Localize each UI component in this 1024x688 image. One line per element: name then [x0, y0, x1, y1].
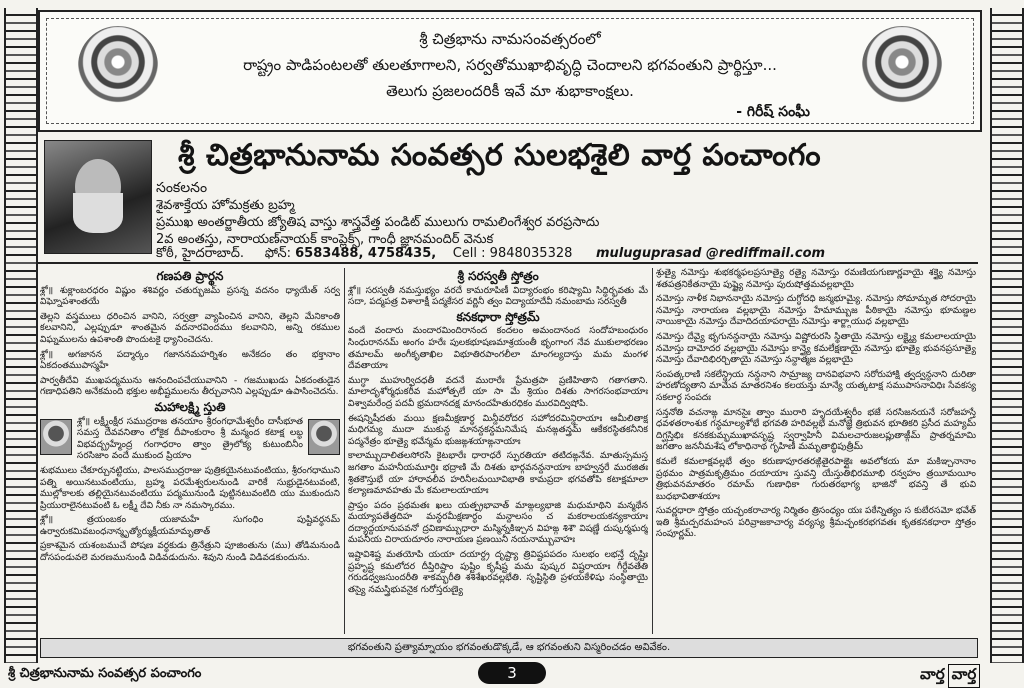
- vaartha-logo: [920, 664, 980, 688]
- page-number: 3: [478, 662, 546, 684]
- phone-label: ఫోన్:: [264, 246, 291, 261]
- column-kanakadhara-continued: [656, 268, 976, 636]
- lakshmi-idol-right-icon: [308, 419, 340, 455]
- meaning-ganapati-1: తెల్లని వస్త్రములు ధరించిన వానిని, సర్వత్రా వ్యాపించిన వానిని, తెల్లని మేనికాంతి కలవానిని, ఎల్లప్పుడూ శాంతమైన వదనారవిందము కలవానిని, అన్ని రకముల విఘ్నములను ఉపశాంతి పొందుటకై ధ్యానించెదను.: [40, 311, 340, 345]
- shloka-saraswati: శ్లో॥ సరస్వతీ నమస్తుభ్యం వరదే కామరూపిణీ విద్యారంభం కరిష్యామి సిద్ధిర్భవతు మే సదా, పద్మపత్ర విశాలాక్షీ పద్మకేసర వర్ణినీ త్వం విద్యాయాదేవీ నమంబామ సరస్వతీ: [348, 285, 648, 308]
- kanakadhara-verse-2: ముగ్ధా ముహుర్విదధతీ వదనే మురారేః ప్రేమత్రపా ప్రణిహితాని గతాగతాని. మాలాదృశోర్మధుకరీవ మహోత్పలే యా సా మే శ్రియం దిశతు సాగరసంభవాయాః విశ్వామరేంద్ర పదవీ భ్రమదానదక్ష మానందహేతురధికం మురవిద్విషోపి.: [348, 375, 648, 409]
- kanakadhara-verse-10: సంపత్కరాణి సకలేన్ద్రియ నన్దనాని సామ్రాజ్య దానవిభవాని సరోరుహాక్షి త్వద్వన్దనాని దురితా హరణోద్యతాని మామేవ మాతరనిశం కలయన్తు మాన్యే యత్కటాక్ష సముపాసనావిధిః సేవకస్య సకలార్థ సంపదః: [656, 369, 976, 403]
- deity-idol-left-icon: [40, 419, 72, 455]
- meaning-lakshmi: శుభములు చేకూర్చునట్టియు, పాలసముద్రరాజు పుత్రికయైనటువంటియు, శ్రీరంగధాముని పత్ని అయినటువంటియు, బ్రహ్మ పరమేశ్వరులనుండి వారికే సుభ్రుడైనటువంటి, ముల్లోకాలకు తల్లియైనటువంటియు పద్మమునుండి పుట్టినటువంటిది యు ముకుందుని ప్రియురాలైనటువంటి ఓ లక్ష్మీ దేవి నీకు నా నమస్కారము.: [40, 465, 340, 511]
- right-decorative-border: [990, 8, 1024, 663]
- city: కోఠీ, హైదరాబాద్.: [156, 246, 245, 261]
- banner-line-2: రాష్ట్రం పాడిపంటలతో తులతూగాలని, సర్వతోముఖాభివృద్ధి చెందాలని భగవంతుని ప్రార్థిస్తూ...: [243, 56, 777, 74]
- compiler-line-2: ప్రముఖ అంతర్జాతీయ జ్యోతిష వాస్తు శాస్త్రవేత్త పండిట్ ములుగు రామలింగేశ్వర వరప్రసాదు: [156, 215, 600, 230]
- column-divider-2: [652, 268, 653, 634]
- heading-kanakadhara-stotram: కనకధారా స్తోత్రమ్: [456, 309, 540, 324]
- kanakadhara-verse-4: కాలామ్బుదాలితలసోరసి కైటభారేః ధారాధరే స్ఫురతియా తటిదఙ్గనేవ. మాతుస్సమస్త జగతాం మహనీయమూర్తిః భద్రాణి మే దిశతు భార్గవనన్దనాయాః బాహ్వన్తరే మురజితః శ్రితకౌస్తుభే యా హారావలీవ హరినీలమయీవిభాతి కామప్రదా భగవతోపి కటాక్షమాలా కల్యాణమావహతు మే కమలాలయాయాః: [348, 451, 648, 497]
- meaning-mrityunjaya: ప్రకాశమైన యశంబముచే పోషణ వర్ధకుడు త్రినేత్రుని పూజింతును (ము) తోడిమనుండి దోసపండువలె మరణమునుండి విడివడుదును. శివుని నుండి విడివడకుందును.: [40, 541, 340, 564]
- compiler-block: [156, 180, 599, 248]
- bottom-notice-strip: భగవంతుని ప్రత్యామ్నాయం భగవంతుడొక్కడే, ఆ భగవంతుని విస్మరించడం అవివేకం.: [40, 638, 978, 658]
- page-title: శ్రీ చిత్రభానునామ సంవత్సర సులభశైలి వార్త పంచాంగం: [178, 138, 822, 173]
- kanakadhara-verse-1: వందే వందారు మందారమిందిరానంద కందలం అమందానంద సందోహబంధురం సింధురాననమ్ అంగం హరేః పులకభూషణమాశ్రయంతీ భృంగాంగ నేవ ముకులాభరణం తమాలమ్ అంగీకృతాఖిల విభూతిరపాంగలీలా మాంగల్యదాస్తు మమ మంగళ దేవతాయాః: [348, 326, 648, 372]
- kanakadhara-verse-5: ప్రాప్తం పదం ప్రథమతః ఖలు యత్ప్రభావాత్ మాఙ్గల్యభాజి మధుమాథిని మన్మథేన మయ్యాపతేత్తదిహ మన్థరమీక్షణార్ధం మన్దాలసం చ మకరాలయకన్యకాయాః దద్యాద్దయానుపవనో ద్రవిణామ్బుధారా మస్మిన్నకిఞ్చన విహఙ్గ శిశౌ విషణ్ణే దుష్కర్మఘర్మ మపనీయ చిరాయదూరం నారాయణ ప్రణయినీ నయనామ్బువాహః: [348, 500, 648, 546]
- banner-line-3: తెలుగు ప్రజలందరికీ ఇవే మా శుభాకాంక్షలు.: [386, 82, 634, 100]
- heading-saraswati-stotram: శ్రీ సరస్వతీ స్తోత్రం: [457, 269, 539, 283]
- page-footer: [0, 658, 1024, 688]
- vaartha-logo-text: వార్త: [920, 665, 945, 683]
- kanakadhara-phalashruti: సువర్ణధారా స్తోత్రం యచ్ఛంకరాచార్య నిర్మితం త్రిసంధ్యం యః పఠేన్నిత్యం స కుబేరసమో భవేత్ ఇతి శ్రీమద్పరమహంస పరివ్రాజకాచార్య వర్యస్య శ్రీమచ్ఛంకరభగవతః కృతకనకధారా స్తోత్రం సంపూర్ణమ్.: [656, 506, 976, 540]
- cell-number: 9848035328: [489, 246, 573, 261]
- compiler-line-1: శైవశాక్తేయ హోమక్రతు బ్రహ్మ: [156, 198, 295, 213]
- heading-ganapati-prarthana: గణపతి ప్రార్థన: [156, 269, 224, 283]
- column-ganapati: [40, 268, 340, 636]
- column-saraswati: [348, 268, 648, 636]
- banner-line-1: శ్రీ చిత్రభాను నామసంవత్సరంలో: [419, 30, 601, 48]
- kanakadhara-verse-6: ఇష్టావిశిష్ట మతయోపి యయా దయార్ద్ర దృష్ట్యా త్రివిష్టపపదం సులభం లభన్తే దృష్టిః ప్రహృష్ట కమలోదర దీప్తిరిష్టాం పుష్టిం కృషీష్ట మమ పుష్కర విష్టరాయాః గీర్దేవతేతి గరుడధ్వజసుందరీతి శాకమ్భరీతి శశిశేఖరవల్లభేతి. సృష్టిస్థితి ప్రళయకేళిషు సంస్థితాయై తస్యై నమస్త్రిభువనైక గురోస్తరుణ్యై: [348, 550, 648, 595]
- shloka-lakshmi: శ్లో॥ లక్ష్మీంక్షీర సముద్రరాజ తనయాం శ్రీరంగధామేశ్వరీం దాసీభూత సమస్త దేవవనితాం లోకైక దీపాంకురాం శ్రీ మన్మంద కటాక్ష లబ్ధ విభవద్బ్రహ్మేంద్ర గంగాధరాం త్వాం త్రైలోక్య కుటుంబినీం సరసిజాం వందే ముకుంద ప్రియాం: [77, 416, 303, 462]
- cell-label: Cell :: [452, 246, 486, 261]
- footer-section-title: శ్రీ చిత్రభానునామ సంవత్సర పంచాంగం: [8, 666, 202, 681]
- author-photo: [44, 140, 152, 254]
- heading-mahalakshmi-stuti: మహాలక్ష్మి స్తుతి: [154, 399, 226, 414]
- kanakadhara-verse-12: కమలే కమలాక్షవల్లభే త్వం కరుణాపూరతరఙ్గితైరపాఙ్గైః అవలోకయ మా మకిఞ్చనానాం ప్రథమం పాత్రమకృత్రిమం దయాయాః స్తువన్తి యేస్తుతిభిరమూభి రన్వహం త్రయీమయీం త్రిభువనమాతరం రమామ్ గుణాధికా గురుతరభాగ్య భాజినో భవన్తి తే భువి బుధభావితాశయాః: [656, 456, 976, 502]
- kanakadhara-verse-7: శ్రుత్యై నమోస్తు శుభకర్మఫలప్రసూత్యై రత్యై నమోస్తు రమణీయగుణార్ణవాయై శక్త్యై నమోస్తు శతపత్రనికేతనాయై పుష్ట్యై నమోస్తు పురుషోత్తమవల్లభాయై: [656, 268, 976, 290]
- kanakadhara-verse-3: ఈషన్నిషీదతు మయి క్షణమీక్షణార్ధ మిన్దీవరోదర సహోదరమిన్దిరాయాః ఆమీలితాక్ష మధిగమ్య ముదా ముకున్ద మానన్దకన్దమనిమేష మనఙ్గతన్త్రమ్ ఆకేకరస్థితకనీనిక పద్మనేత్రం భూత్యై భవేన్మమ భుజఙ్గశయాఙ్గనాయాః: [348, 413, 648, 447]
- phone-numbers: 6583488, 4758435,: [295, 246, 437, 261]
- kanakadhara-verse-8: నమోస్తు నాళీక నిభాననాయై నమోస్తు దుగ్ధోదధి జన్మభూమ్యై. నమోస్తు సోమామృత సోదరాయై నమోస్తు నారాయణ వల్లభాయై నమోస్తు హేమామ్బుజ పీఠికాయై నమోస్తు భూమణ్డల నాయికాయై నమోస్తు దేవాదిదయాపరాయై నమోస్తు శార్ఙ్గాయుధ వల్లభాయై: [656, 294, 976, 328]
- panchangam-header: [38, 134, 978, 262]
- banner-signature: - గిరీష్ సంఘీ: [736, 104, 810, 120]
- shloka-ganapati-1: శ్లో॥ శుక్లాంబరధరం విష్ణుం శశివర్ణం చతుర్భుజమ్ ప్రసన్న వదనం ధ్యాయేత్ సర్వ విఘ్నోపశాంతయే: [40, 285, 340, 308]
- address-line: 2వ అంతస్తు, నారాయణ్‌నాయక్ కాంప్లెక్స్, గాంధీ జ్ఞానమందిర్ వెనుక: [156, 232, 494, 247]
- author-beard: [73, 193, 123, 233]
- shloka-mrityunjaya: శ్లో॥ త్రయంబకం యజామహే సుగంధిం పుష్టివర్ధనమ్ ఉర్వారుకమివబంధనాన్మృత్యోర్ముక్షీయమామృతాత్: [40, 515, 340, 537]
- kanakadhara-verse-9: నమోస్తు దేవ్యై భృగునన్దనాయై నమోస్తు విష్ణోరురసి స్థితాయై నమోస్తు లక్ష్మ్యై కమలాలయాయై నమోస్తు దామోదర వల్లభాయై నమోస్తు కాన్త్యై కమలేక్షణాయై నమోస్తు భూత్యై భువనప్రసూత్యై నమోస్తు దేవాదిభిరర్చితాయై నమోస్తు నన్దాత్మజ వల్లభాయై: [656, 331, 976, 366]
- kanakadhara-verse-11: సన్తనోతి వచనాఙ్గ మానసైః త్వాం మురారి హృదయేశ్వరీం భజే సరసిజనయనే సరోజహస్తే ధవళతరాంశుక గన్ధమాల్యశోభే భగవతి హరివల్లభే మనోజ్ఞే త్రిభువన భూతికరి ప్రసీద మహ్యమ్ దిగ్ఘస్తిభిః కనకకుమ్భముఖావసృష్ట స్వర్వాహినీ విమలచారుజలప్లుతాఙ్గీమ్ ప్రాతర్నమామి జగతాం జననీమశేష లోకాధినాథ గృహిణీ మమృతాబ్ధిపుత్రీమ్: [656, 407, 976, 453]
- compiler-label: సంకలనం: [156, 180, 208, 196]
- column-divider-1: [344, 268, 345, 634]
- meaning-ganapati-2: పార్వతీదేవి ముఖపద్మమును ఆనందింపచేయువానిని - గజముఖుడు ఏకదంతుడైన గణాధిపతిని అనేకమంది భక్తుల అభీష్టములను తీర్చువానిని ఎల్లప్పుడూ ఉపాసించెదను.: [40, 375, 340, 398]
- vaartha-logo-boxed-text: వార్త: [948, 664, 981, 688]
- email-address: muluguprasad @rediffmail.com: [596, 246, 826, 261]
- greeting-banner: [38, 10, 982, 132]
- header-divider: [38, 262, 978, 264]
- shloka-ganapati-2: శ్లో॥ అగజానన పద్మార్కం గజాననమహర్నిశం అనేకదం తం భక్తానాం ఏకదంతముపాస్మహే: [40, 349, 340, 372]
- left-decorative-border: [4, 8, 38, 663]
